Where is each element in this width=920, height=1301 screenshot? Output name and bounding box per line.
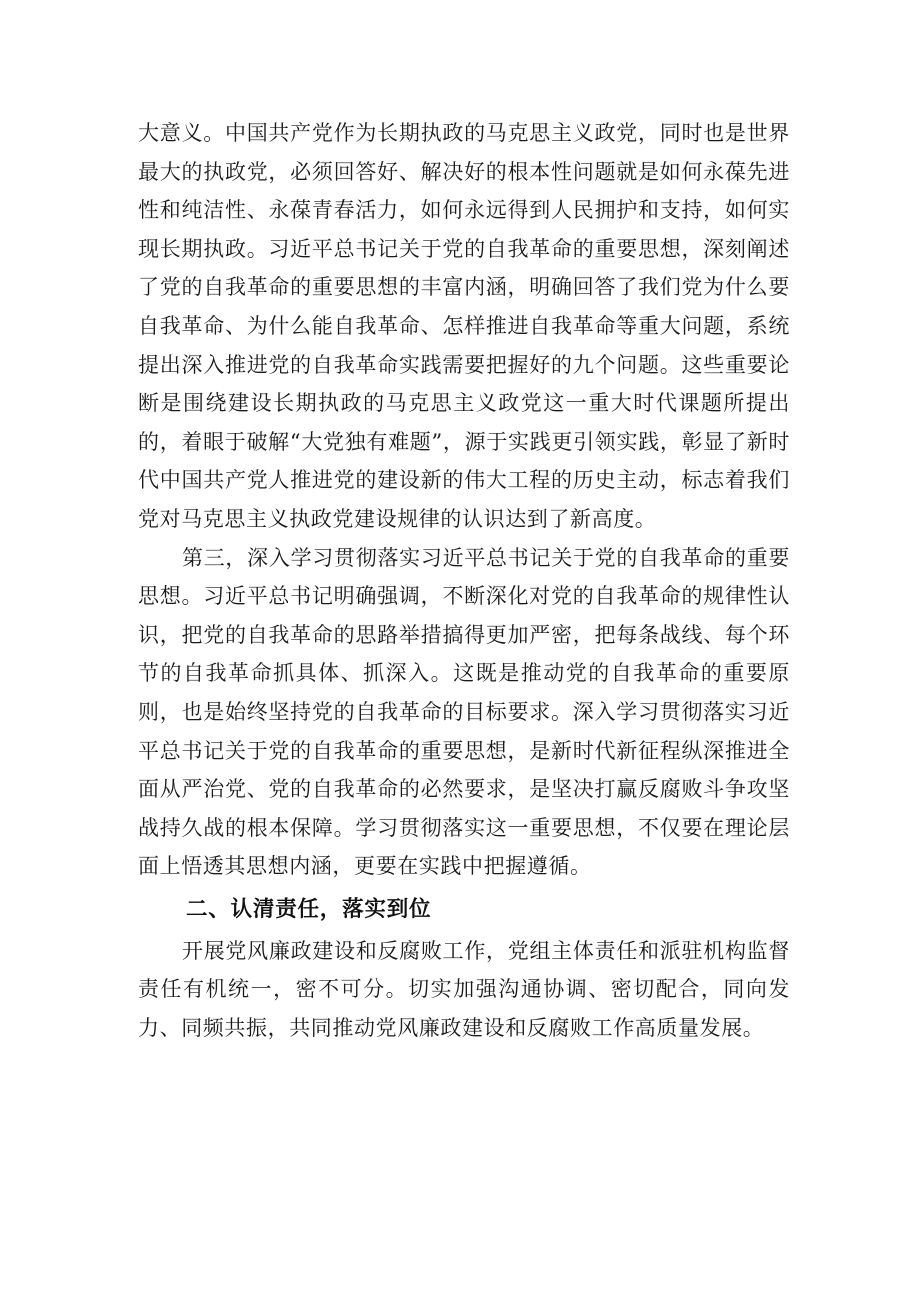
section-heading: 二、认清责任，落实到位 — [186, 896, 432, 922]
body-paragraph-responsibility: 开展党风廉政建设和反腐败工作，党组主体责任和派驻机构监督责任有机统一，密不可分。切实加强沟通协调、密切配合，同向发力、同频共振，共同推动党风廉政建设和反腐败工作高质量发展。 — [138, 938, 790, 1041]
body-paragraph-continued: 大意义。中国共产党作为长期执政的马克思主义政党，同时也是世界最大的执政党，必须回答好、解决好的根本性问题就是如何永葆先进性和纯洁性、永葆青春活力，如何永远得到人民拥护和支持，如何实现长期执政。习近平总书记关于党的自我革命的重要思想，深刻阐述了党的自我革命的重要思想的丰富内涵，明确回答了我们党为什么要自我革命、为什么能自我革命、怎样推进自我革命等重大问题，系统提出深入推进党的自我革命实践需要把握好的九个问题。这些重要论断是围绕建设长期执政的马克思主义政党这一重大时代课题所提出的，着眼于破解“大党独有难题”，源于实践更引领实践，彰显了新时代中国共产党人推进党的建设新的伟大工程的历史主动，标志着我们党对马克思主义执政党建设规律的认识达到了新高度。 — [138, 121, 790, 531]
document-body — [138, 114, 790, 1048]
body-paragraph-third-point: 第三，深入学习贯彻落实习近平总书记关于党的自我革命的重要思想。习近平总书记明确强调，不断深化对党的自我革命的规律性认识，把党的自我革命的思路举措搞得更加严密，把每条战线、每个环节的自我革命抓具体、抓深入。这既是推动党的自我革命的重要原则，也是始终坚持党的自我革命的目标要求。深入学习贯彻落实习近平总书记关于党的自我革命的重要思想，是新时代新征程纵深推进全面从严治党、党的自我革命的必然要求，是坚决打赢反腐败斗争攻坚战持久战的根本保障。学习贯彻落实这一重要思想，不仅要在理论层面上悟透其思想内涵，更要在实践中把握遵循。 — [138, 545, 790, 879]
